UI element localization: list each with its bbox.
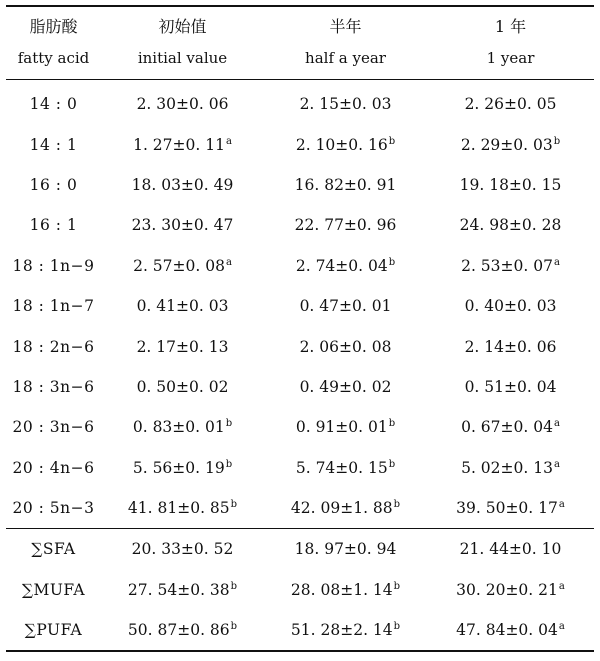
header-row-chinese bbox=[6, 6, 594, 37]
one-year-cell bbox=[427, 610, 594, 651]
fatty-acid-rows bbox=[6, 80, 594, 529]
mean-sd-value: 2. 30±0. 06 bbox=[136, 95, 229, 114]
significance-letter: b bbox=[230, 621, 238, 633]
initial-value-cell bbox=[101, 570, 264, 610]
half-year-cell bbox=[264, 205, 427, 245]
fatty-acid-name: 18 : 1n−7 bbox=[12, 297, 95, 316]
fatty-acid-table bbox=[6, 5, 594, 652]
fatty-acid-name: 18 : 1n−9 bbox=[12, 256, 95, 275]
initial-value-cell bbox=[101, 448, 264, 488]
initial-value-cell bbox=[101, 529, 264, 570]
fatty-acid-name: ∑PUFA bbox=[6, 610, 101, 651]
significance-letter: b bbox=[393, 621, 401, 633]
significance-letter: b bbox=[225, 418, 233, 430]
header-half-year-en: half a year bbox=[264, 37, 427, 80]
half-year-cell bbox=[264, 488, 427, 529]
mean-sd-value: 1. 27±0. 11 bbox=[133, 135, 225, 154]
mean-sd-value: 0. 83±0. 01 bbox=[132, 418, 225, 437]
one-year-cell bbox=[427, 246, 594, 286]
fatty-acid-name: 16 : 1 bbox=[29, 216, 78, 235]
half-year-cell bbox=[264, 407, 427, 447]
significance-letter: a bbox=[553, 458, 560, 470]
fatty-acid-name: 18 : 3n−6 bbox=[12, 377, 95, 396]
fatty-acid-name: 20 : 5n−3 bbox=[12, 499, 95, 518]
mean-sd-value: 2. 10±0. 16 bbox=[295, 135, 388, 154]
mean-sd-value: 5. 74±0. 15 bbox=[295, 458, 388, 477]
one-year-cell bbox=[427, 205, 594, 245]
one-year-cell bbox=[427, 367, 594, 407]
one-year-cell bbox=[427, 165, 594, 205]
header-one-year-zh: 1 年 bbox=[427, 6, 594, 37]
significance-letter: b bbox=[393, 580, 401, 592]
mean-sd-value: 0. 50±0. 02 bbox=[136, 377, 229, 396]
mean-sd-value: 2. 17±0. 13 bbox=[136, 337, 229, 356]
significance-letter: b bbox=[553, 135, 561, 147]
mean-sd-value: 39. 50±0. 17 bbox=[456, 499, 558, 518]
mean-sd-value: 0. 47±0. 01 bbox=[299, 297, 392, 316]
initial-value-cell bbox=[101, 326, 264, 366]
mean-sd-value: 18. 03±0. 49 bbox=[131, 175, 234, 194]
fatty-acid-row bbox=[6, 286, 594, 326]
half-year-cell bbox=[264, 570, 427, 610]
mean-sd-value: 41. 81±0. 85 bbox=[127, 499, 230, 518]
significance-letter: a bbox=[553, 256, 560, 268]
significance-letter: b bbox=[393, 499, 401, 511]
header-initial-value-zh: 初始值 bbox=[101, 6, 264, 37]
mean-sd-value: 2. 53±0. 07 bbox=[461, 256, 553, 275]
one-year-cell bbox=[427, 286, 594, 326]
significance-letter: b bbox=[388, 458, 396, 470]
initial-value-cell bbox=[101, 165, 264, 205]
mean-sd-value: 51. 28±2. 14 bbox=[290, 621, 393, 640]
fatty-acid-table-container bbox=[6, 5, 594, 652]
initial-value-cell bbox=[101, 286, 264, 326]
header-fatty-acid-en: fatty acid bbox=[6, 37, 101, 80]
significance-letter: b bbox=[225, 458, 233, 470]
mean-sd-value: 42. 09±1. 88 bbox=[290, 499, 393, 518]
one-year-cell bbox=[427, 448, 594, 488]
initial-value-cell bbox=[101, 80, 264, 125]
mean-sd-value: 23. 30±0. 47 bbox=[131, 216, 234, 235]
mean-sd-value: 2. 57±0. 08 bbox=[133, 256, 225, 275]
half-year-cell bbox=[264, 246, 427, 286]
significance-letter: b bbox=[388, 256, 396, 268]
one-year-cell bbox=[427, 80, 594, 125]
one-year-cell bbox=[427, 570, 594, 610]
significance-letter: a bbox=[558, 621, 565, 633]
header-row-english bbox=[6, 37, 594, 80]
half-year-cell bbox=[264, 529, 427, 570]
initial-value-cell bbox=[101, 367, 264, 407]
significance-letter: a bbox=[553, 418, 560, 430]
fatty-acid-row bbox=[6, 326, 594, 366]
significance-letter: b bbox=[230, 499, 238, 511]
half-year-cell bbox=[264, 165, 427, 205]
mean-sd-value: 5. 02±0. 13 bbox=[461, 458, 553, 477]
mean-sd-value: 47. 84±0. 04 bbox=[456, 621, 558, 640]
fatty-acid-name: 20 : 3n−6 bbox=[12, 418, 95, 437]
significance-letter: b bbox=[388, 135, 396, 147]
fatty-acid-name: ∑SFA bbox=[6, 529, 101, 570]
significance-letter: a bbox=[558, 499, 565, 511]
initial-value-cell bbox=[101, 246, 264, 286]
mean-sd-value: 2. 26±0. 05 bbox=[464, 95, 557, 114]
header-fatty-acid-zh: 脂肪酸 bbox=[6, 6, 101, 37]
mean-sd-value: 0. 91±0. 01 bbox=[295, 418, 388, 437]
mean-sd-value: 2. 74±0. 04 bbox=[295, 256, 388, 275]
fatty-acid-name: 18 : 2n−6 bbox=[12, 337, 95, 356]
mean-sd-value: 28. 08±1. 14 bbox=[290, 580, 393, 599]
initial-value-cell bbox=[101, 205, 264, 245]
one-year-cell bbox=[427, 529, 594, 570]
significance-letter: b bbox=[388, 418, 396, 430]
mean-sd-value: 5. 56±0. 19 bbox=[132, 458, 225, 477]
half-year-cell bbox=[264, 286, 427, 326]
mean-sd-value: 0. 40±0. 03 bbox=[464, 297, 557, 316]
fatty-acid-row bbox=[6, 80, 594, 125]
mean-sd-value: 30. 20±0. 21 bbox=[456, 580, 558, 599]
mean-sd-value: 0. 67±0. 04 bbox=[461, 418, 553, 437]
sum-row bbox=[6, 570, 594, 610]
significance-letter: b bbox=[230, 580, 238, 592]
mean-sd-value: 16. 82±0. 91 bbox=[294, 175, 397, 194]
mean-sd-value: 27. 54±0. 38 bbox=[127, 580, 230, 599]
fatty-acid-name: 14 : 1 bbox=[29, 135, 78, 154]
mean-sd-value: 24. 98±0. 28 bbox=[459, 216, 562, 235]
initial-value-cell bbox=[101, 488, 264, 529]
fatty-acid-row bbox=[6, 407, 594, 447]
mean-sd-value: 2. 29±0. 03 bbox=[460, 135, 553, 154]
half-year-cell bbox=[264, 80, 427, 125]
header-one-year-en: 1 year bbox=[427, 37, 594, 80]
fatty-acid-row bbox=[6, 246, 594, 286]
one-year-cell bbox=[427, 124, 594, 164]
initial-value-cell bbox=[101, 124, 264, 164]
significance-letter: a bbox=[225, 256, 232, 268]
mean-sd-value: 0. 51±0. 04 bbox=[464, 377, 557, 396]
fatty-acid-row bbox=[6, 165, 594, 205]
fatty-acid-name: 14 : 0 bbox=[29, 95, 78, 114]
fatty-acid-row bbox=[6, 488, 594, 529]
fatty-acid-row bbox=[6, 205, 594, 245]
mean-sd-value: 18. 97±0. 94 bbox=[294, 540, 397, 559]
initial-value-cell bbox=[101, 407, 264, 447]
fatty-acid-row bbox=[6, 448, 594, 488]
half-year-cell bbox=[264, 448, 427, 488]
fatty-acid-name: 20 : 4n−6 bbox=[12, 458, 95, 477]
mean-sd-value: 22. 77±0. 96 bbox=[294, 216, 397, 235]
one-year-cell bbox=[427, 326, 594, 366]
half-year-cell bbox=[264, 610, 427, 651]
initial-value-cell bbox=[101, 610, 264, 651]
half-year-cell bbox=[264, 124, 427, 164]
mean-sd-value: 0. 41±0. 03 bbox=[136, 297, 229, 316]
half-year-cell bbox=[264, 367, 427, 407]
sum-rows bbox=[6, 529, 594, 652]
significance-letter: a bbox=[558, 580, 565, 592]
mean-sd-value: 20. 33±0. 52 bbox=[131, 540, 234, 559]
significance-letter: a bbox=[225, 135, 232, 147]
half-year-cell bbox=[264, 326, 427, 366]
one-year-cell bbox=[427, 488, 594, 529]
one-year-cell bbox=[427, 407, 594, 447]
mean-sd-value: 21. 44±0. 10 bbox=[459, 540, 562, 559]
header-half-year-zh: 半年 bbox=[264, 6, 427, 37]
mean-sd-value: 50. 87±0. 86 bbox=[127, 621, 230, 640]
fatty-acid-name: 16 : 0 bbox=[29, 175, 78, 194]
mean-sd-value: 2. 15±0. 03 bbox=[299, 95, 392, 114]
fatty-acid-row bbox=[6, 124, 594, 164]
header-initial-value-en: initial value bbox=[101, 37, 264, 80]
mean-sd-value: 0. 49±0. 02 bbox=[299, 377, 392, 396]
fatty-acid-row bbox=[6, 367, 594, 407]
fatty-acid-name: ∑MUFA bbox=[21, 580, 86, 599]
mean-sd-value: 2. 06±0. 08 bbox=[299, 337, 392, 356]
sum-row bbox=[6, 610, 594, 651]
mean-sd-value: 2. 14±0. 06 bbox=[464, 337, 557, 356]
mean-sd-value: 19. 18±0. 15 bbox=[459, 175, 562, 194]
sum-row bbox=[6, 529, 594, 570]
